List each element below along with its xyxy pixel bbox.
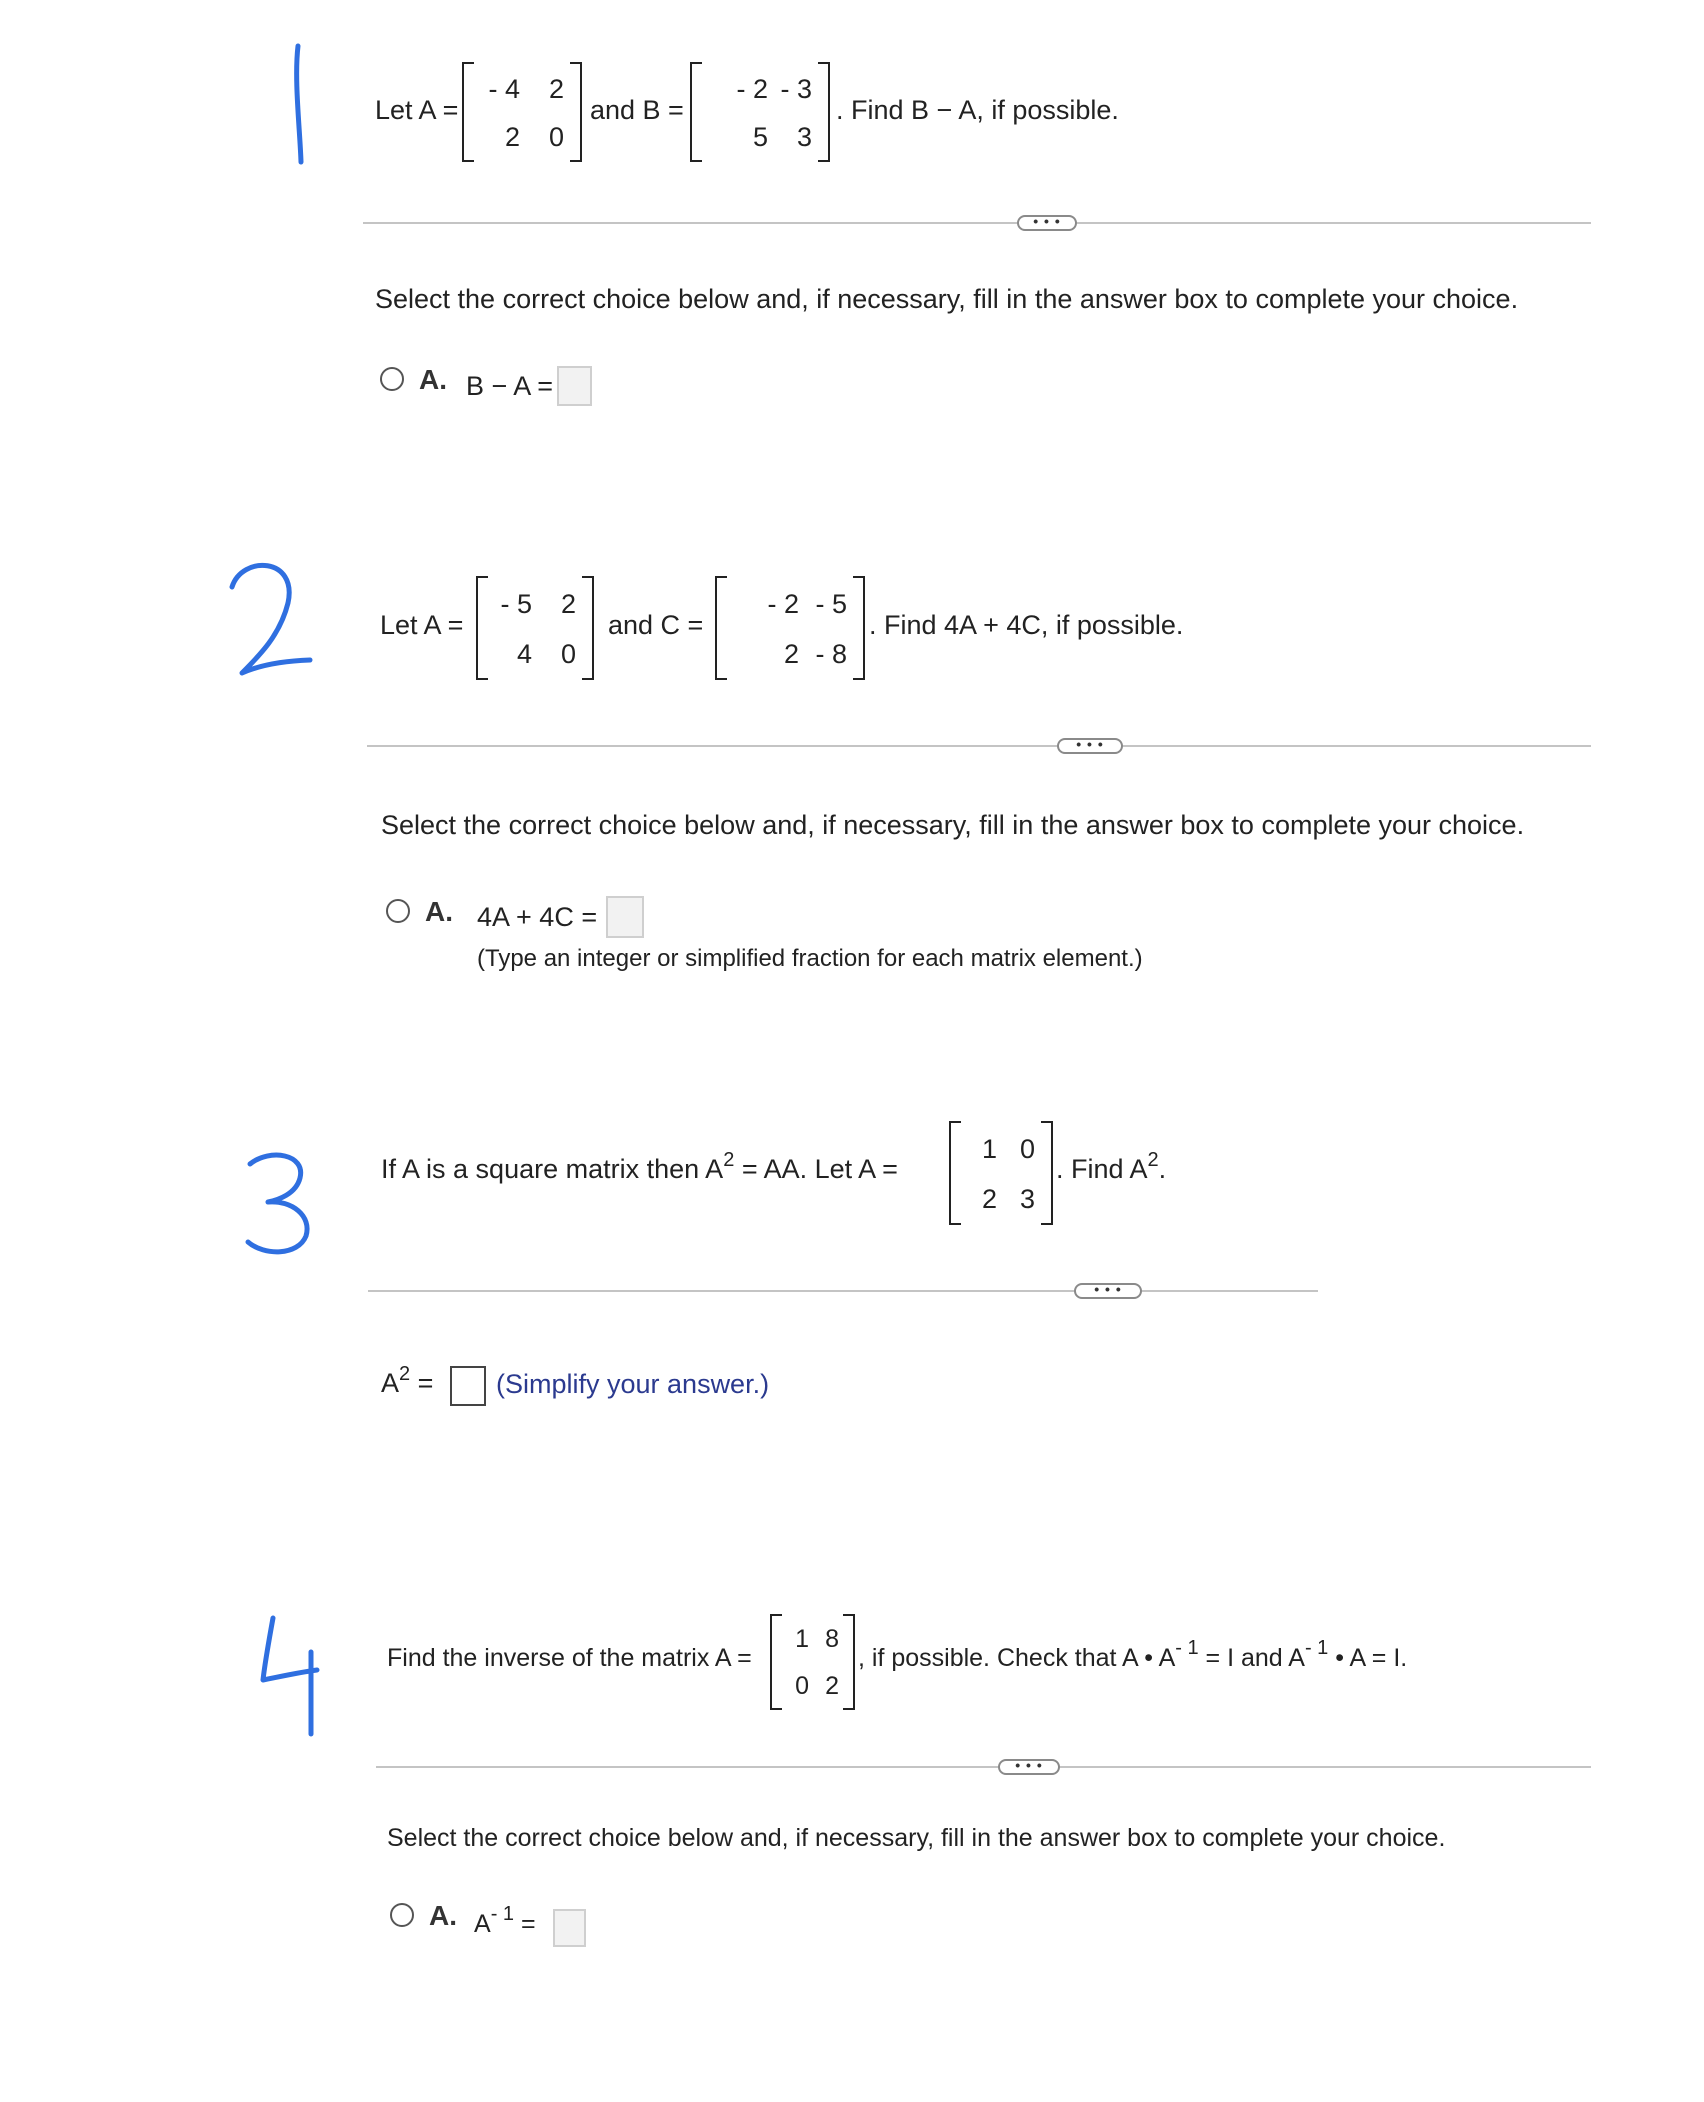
problem-1-option-a-radio[interactable] <box>380 367 404 391</box>
matrix-cell: - 4 <box>488 74 520 104</box>
handwritten-number-2 <box>220 555 320 685</box>
problem-3-hint: (Simplify your answer.) <box>496 1369 770 1399</box>
problem-2-option-a-radio[interactable] <box>386 899 410 923</box>
problem-3-answer-base: A <box>381 1368 400 1398</box>
problem-4-check-sup-1: - 1 <box>1175 1637 1199 1659</box>
matrix-cell: - 2 <box>736 74 768 104</box>
problem-1-and-label: and B = <box>590 95 684 125</box>
problem-2-divider <box>367 745 1591 747</box>
matrix-cell: - 8 <box>815 639 847 669</box>
problem-1-divider <box>363 222 1591 224</box>
problem-4-divider <box>376 1766 1591 1768</box>
problem-4-expr-sup: - 1 <box>490 1903 515 1925</box>
matrix-cell: 0 <box>795 1672 809 1700</box>
handwritten-number-4 <box>255 1610 335 1740</box>
problem-1-instruction: Select the correct choice below and, if necessary, fill in the answer box to complete your choice. <box>375 284 1519 314</box>
problem-3-answer-label <box>381 1363 434 1398</box>
problem-2-and-label: and C = <box>608 610 704 640</box>
problem-4-answer-box[interactable] <box>553 1909 586 1947</box>
problem-2-matrix-a <box>476 576 594 680</box>
problem-4-option-a-letter: A. <box>429 1900 457 1931</box>
problem-3-find-end: . <box>1158 1154 1167 1184</box>
problem-1-let-label: Let A = <box>375 95 459 125</box>
problem-4-option-a-expression <box>474 1903 536 1938</box>
matrix-cell: 2 <box>825 1672 839 1700</box>
problem-4-matrix-a <box>770 1614 855 1710</box>
matrix-cell: 5 <box>752 122 768 152</box>
handwritten-number-1 <box>270 40 320 180</box>
problem-1-more-button[interactable]: • • • <box>1017 215 1077 231</box>
matrix-cell: - 5 <box>500 589 532 619</box>
problem-3-answer-eq: = <box>410 1368 434 1398</box>
problem-3-find <box>1056 1149 1167 1184</box>
problem-3-intro-text-2: = AA. Let A = <box>734 1154 898 1184</box>
problem-3-matrix-a <box>949 1121 1053 1225</box>
matrix-cell: - 3 <box>780 74 812 104</box>
problem-3-find-text: . Find A <box>1056 1154 1148 1184</box>
matrix-cell: 1 <box>795 1625 809 1653</box>
problem-2-matrix-c <box>715 576 865 680</box>
problem-4-intro: Find the inverse of the matrix A = <box>387 1644 752 1672</box>
problem-1-option-a-letter: A. <box>419 364 447 395</box>
problem-4-check-text-2: = I and A <box>1198 1644 1305 1672</box>
problem-1-answer-box[interactable] <box>557 366 592 406</box>
problem-3-find-sup: 2 <box>1147 1149 1159 1171</box>
problem-4-expr-eq: = <box>514 1910 536 1938</box>
problem-3-divider <box>368 1290 1318 1292</box>
matrix-cell: 3 <box>796 122 812 152</box>
matrix-cell: 1 <box>981 1134 997 1164</box>
problem-3-answer-sup: 2 <box>399 1363 411 1385</box>
problem-3-answer-box[interactable] <box>450 1366 486 1406</box>
problem-2-more-button[interactable]: • • • <box>1057 738 1123 754</box>
problem-4-check <box>858 1637 1408 1672</box>
problem-2-hint-text: (Type an integer or simplified fraction for each matrix element.) <box>477 945 1143 972</box>
matrix-cell: 0 <box>548 122 564 152</box>
problem-4-check-sup-2: - 1 <box>1304 1637 1329 1659</box>
matrix-cell: 2 <box>981 1184 997 1214</box>
matrix-cell: 8 <box>825 1625 839 1653</box>
problem-4-instruction: Select the correct choice below and, if necessary, fill in the answer box to complete your choice. <box>387 1824 1446 1852</box>
problem-4-check-text-1: , if possible. Check that A • A <box>858 1644 1176 1672</box>
problem-3-intro <box>381 1149 898 1184</box>
problem-3-more-button[interactable]: • • • <box>1074 1283 1142 1299</box>
matrix-cell: 3 <box>1019 1184 1035 1214</box>
problem-4-option-a-radio[interactable] <box>390 1903 414 1927</box>
problem-2-let-label: Let A = <box>380 610 464 640</box>
matrix-cell: 2 <box>504 122 520 152</box>
matrix-cell: 0 <box>1019 1134 1035 1164</box>
problem-3-intro-sup: 2 <box>723 1149 735 1171</box>
problem-1-find-text: . Find B − A, if possible. <box>836 95 1119 125</box>
problem-2-option-a-letter: A. <box>425 896 453 927</box>
problem-1-matrix-b <box>690 62 830 162</box>
matrix-cell: 4 <box>516 639 532 669</box>
problem-1-option-a-expression: B − A = <box>466 371 554 401</box>
matrix-cell: 2 <box>548 74 564 104</box>
problem-4-expr-base: A <box>474 1910 491 1938</box>
matrix-cell: - 5 <box>815 589 847 619</box>
problem-2-option-a-expression: 4A + 4C = <box>477 902 598 932</box>
problem-2-answer-box[interactable] <box>606 896 644 938</box>
matrix-cell: 0 <box>560 639 576 669</box>
problem-2-clipped-hint <box>477 944 1277 972</box>
problem-2-find-text: . Find 4A + 4C, if possible. <box>869 610 1184 640</box>
matrix-cell: - 2 <box>767 589 799 619</box>
problem-4-check-text-3: • A = I. <box>1328 1644 1408 1672</box>
problem-3-intro-text-1: If A is a square matrix then A <box>381 1154 724 1184</box>
matrix-cell: 2 <box>783 639 799 669</box>
problem-1-matrix-a <box>462 62 582 162</box>
handwritten-number-3 <box>240 1150 320 1260</box>
matrix-cell: 2 <box>560 589 576 619</box>
problem-2-instruction: Select the correct choice below and, if necessary, fill in the answer box to complete your choice. <box>381 810 1525 840</box>
problem-4-more-button[interactable]: • • • <box>998 1759 1060 1775</box>
